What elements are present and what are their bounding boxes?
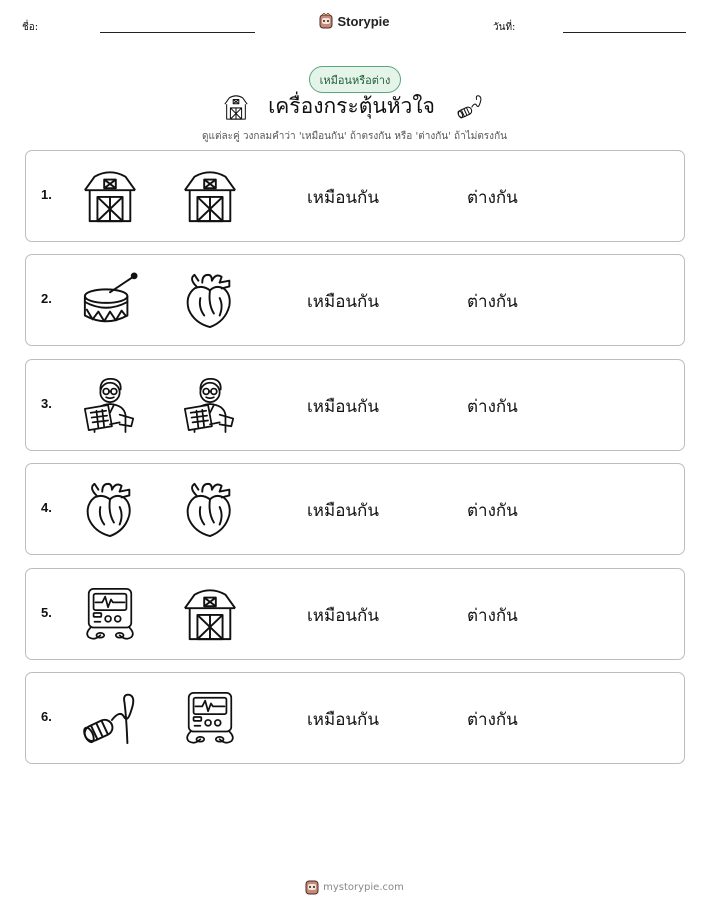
same-option[interactable]: เหมือนกัน [307, 188, 379, 208]
drum-icon [81, 271, 139, 329]
same-option[interactable]: เหมือนกัน [307, 501, 379, 521]
footer [0, 879, 709, 895]
exercise-number: 4. [41, 500, 52, 515]
exercise-number: 2. [41, 291, 52, 306]
name-line[interactable] [100, 32, 255, 33]
date-line[interactable] [563, 32, 686, 33]
exercise-card [25, 463, 685, 555]
barn-icon [181, 585, 239, 643]
brand-logo [0, 13, 709, 29]
exercise-card [25, 359, 685, 451]
footer-url: mystorypie.com [323, 881, 404, 893]
same-option[interactable]: เหมือนกัน [307, 397, 379, 417]
title-row [0, 90, 709, 123]
heart-icon [181, 480, 239, 538]
exercise-number: 6. [41, 709, 52, 724]
date-label: วันที่: [493, 22, 516, 33]
exercise-number: 5. [41, 605, 52, 620]
different-option[interactable]: ต่างกัน [467, 710, 518, 730]
brand-name: Storypie [337, 13, 390, 29]
heart-icon [81, 480, 139, 538]
storypie-mascot-icon [319, 13, 333, 29]
same-option[interactable]: เหมือนกัน [307, 292, 379, 312]
barn-icon [181, 167, 239, 225]
worksheet-type-badge: เหมือนหรือต่าง [309, 66, 401, 93]
instructions: ดูแต่ละคู่ วงกลมคำว่า 'เหมือนกัน' ถ้าตรงกัน หรือ 'ต่างกัน' ถ้าไม่ตรงกัน [202, 131, 507, 142]
defibrillator-icon [181, 689, 239, 747]
different-option[interactable]: ต่างกัน [467, 397, 518, 417]
same-option[interactable]: เหมือนกัน [307, 606, 379, 626]
different-option[interactable]: ต่างกัน [467, 606, 518, 626]
different-option[interactable]: ต่างกัน [467, 292, 518, 312]
defibrillator-icon [81, 585, 139, 643]
heart-icon [181, 271, 239, 329]
exercise-card [25, 254, 685, 346]
pacemaker-icon [81, 689, 139, 747]
same-option[interactable]: เหมือนกัน [307, 710, 379, 730]
exercise-card [25, 672, 685, 764]
exercise-number: 1. [41, 187, 52, 202]
exercise-card [25, 568, 685, 660]
storypie-mascot-icon [305, 879, 319, 895]
page-title: เครื่องกระตุ้นหัวใจ [268, 94, 435, 118]
exercise-card [25, 150, 685, 242]
barn-icon [222, 93, 250, 121]
doctor-icon [81, 376, 139, 434]
different-option[interactable]: ต่างกัน [467, 188, 518, 208]
pacemaker-icon [453, 93, 487, 121]
different-option[interactable]: ต่างกัน [467, 501, 518, 521]
exercise-number: 3. [41, 396, 52, 411]
name-label: ชื่อ: [22, 22, 39, 33]
doctor-icon [181, 376, 239, 434]
barn-icon [81, 167, 139, 225]
